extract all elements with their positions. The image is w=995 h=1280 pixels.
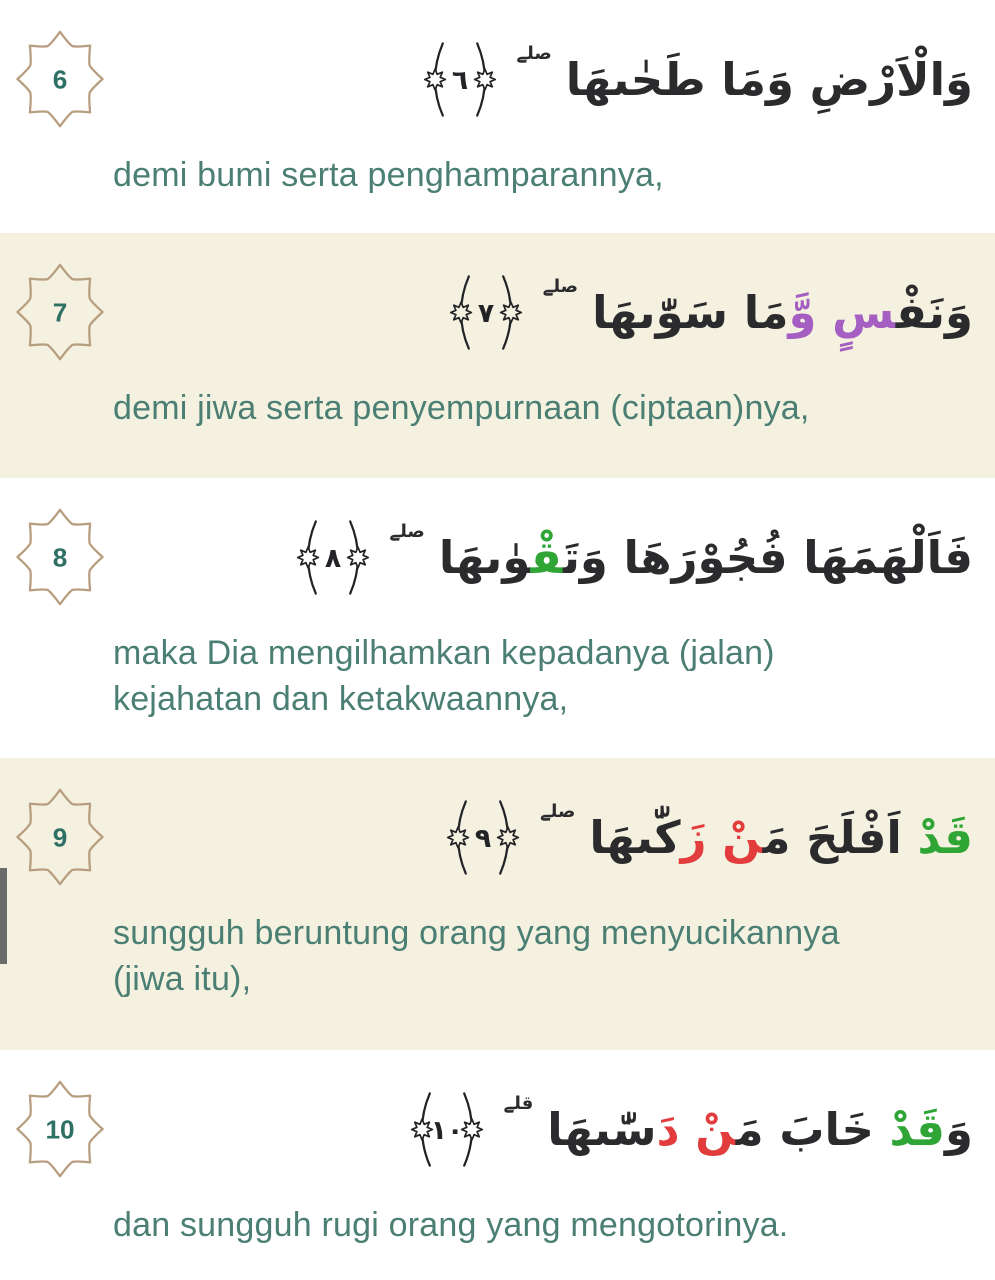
verse-number-badge [12, 1076, 108, 1182]
ayah-numeral: ٦ [451, 64, 468, 96]
verse-translation [113, 1202, 971, 1248]
pause-mark: صلے [542, 275, 579, 297]
verse-number-badge [12, 784, 108, 890]
arabic-verse-text [438, 530, 973, 584]
ayah-numeral: ١٠ [430, 1114, 463, 1146]
translation-line: sungguh beruntung orang yang menyucikannya [113, 914, 840, 952]
rosette-icon [461, 1119, 482, 1140]
ayah-end-marker-icon [417, 32, 503, 127]
rosette-icon [498, 827, 519, 848]
arabic-segment-red: ‍نْ دَ [656, 1102, 736, 1156]
verse-translation [113, 152, 971, 198]
verse-item-9[interactable] [0, 758, 995, 1050]
rosette-icon [411, 1119, 432, 1140]
ornate-medallion-icon [12, 504, 108, 610]
arabic-segment-ink: فَاَلْهَمَهَا فُجُوْرَهَا وَتَ‍ [562, 530, 973, 584]
arabic-segment-ink: خَابَ مَ‍ [735, 1102, 890, 1156]
verse-number-badge [12, 259, 108, 365]
arabic-segment-ink: وٰىهَا [438, 530, 531, 584]
arabic-segment-ink: سّٰىهَا [547, 1102, 657, 1156]
translation-line: demi bumi serta penghamparannya, [113, 156, 664, 194]
arabic-segment-ink: وَ [945, 1102, 973, 1156]
arabic-segment-ink: وَالْاَرْضِ وَمَا طَحٰىهَا [565, 52, 973, 106]
verse-translation [113, 910, 971, 1002]
rosette-icon [448, 827, 469, 848]
rosette-icon [297, 547, 318, 568]
arabic-segment-ink: مَا سَوّٰىهَا [592, 285, 789, 339]
pause-mark: صلے [540, 800, 576, 822]
arabic-verse-line [0, 504, 995, 610]
verse-number-badge [12, 504, 108, 610]
ayah-end-marker-icon [290, 510, 376, 605]
ornate-medallion-icon [12, 26, 108, 132]
translation-line: demi jiwa serta penyempurnaan (ciptaan)nya, [113, 389, 810, 427]
translation-line: (jiwa itu), [113, 960, 252, 998]
translation-line: maka Dia mengilhamkan kepadanya (jalan) [113, 634, 775, 672]
ayah-numeral: ٨ [324, 542, 341, 574]
ornate-medallion-icon [12, 1076, 108, 1182]
arabic-verse-text [592, 285, 973, 339]
verse-number-label: 7 [52, 297, 68, 328]
arabic-verse-text [589, 810, 973, 864]
arabic-verse-text [547, 1102, 973, 1156]
arabic-segment-ink: وَنَفْ‍ [895, 285, 973, 339]
pause-mark: صلے [389, 520, 425, 542]
pause-mark: قلے [503, 1092, 534, 1114]
arabic-segment-ink: اَفْلَحَ مَ‍ [762, 810, 918, 864]
arabic-segment-purple: ‍سٍ وَّ [788, 285, 896, 339]
pause-mark: صلے [516, 42, 552, 64]
ayah-end-marker-icon [443, 265, 529, 360]
ayah-end-marker-icon [440, 790, 526, 885]
verse-number-label: 6 [52, 64, 68, 95]
verse-translation [113, 630, 971, 722]
arabic-verse-line [0, 784, 995, 890]
arabic-segment-ink: كّٰىهَا [589, 810, 681, 864]
translation-line: kejahatan dan ketakwaannya, [113, 680, 569, 718]
ayah-end-marker-icon [404, 1082, 490, 1177]
arabic-segment-green: قَدْ [917, 810, 973, 864]
ornate-medallion-icon [12, 259, 108, 365]
arabic-verse-line [0, 259, 995, 365]
arabic-segment-red: ‍نْ زَ [680, 810, 763, 864]
arabic-verse-text [565, 52, 973, 106]
ayah-numeral: ٩ [474, 822, 492, 854]
rosette-icon [474, 69, 495, 90]
verse-number-label: 8 [52, 542, 68, 573]
arabic-segment-green: ‍قْ [530, 530, 563, 584]
rosette-icon [347, 547, 368, 568]
rosette-icon [424, 69, 445, 90]
verse-number-label: 10 [45, 1114, 75, 1145]
verse-item-10[interactable] [0, 1050, 995, 1280]
verse-number-badge [12, 26, 108, 132]
verse-translation [113, 385, 971, 431]
rosette-icon [451, 302, 472, 323]
verse-number-label: 9 [52, 822, 68, 853]
translation-line: dan sungguh rugi orang yang mengotorinya. [113, 1206, 789, 1244]
scrollbar-thumb[interactable] [0, 868, 7, 964]
arabic-segment-green: قَدْ [889, 1102, 946, 1156]
verse-item-7[interactable] [0, 233, 995, 478]
ornate-medallion-icon [12, 784, 108, 890]
ayah-numeral: ٧ [477, 297, 494, 329]
arabic-verse-line [0, 26, 995, 132]
rosette-icon [500, 302, 521, 323]
verse-item-6[interactable] [0, 0, 995, 233]
arabic-verse-line [0, 1076, 995, 1182]
verse-item-8[interactable] [0, 478, 995, 758]
